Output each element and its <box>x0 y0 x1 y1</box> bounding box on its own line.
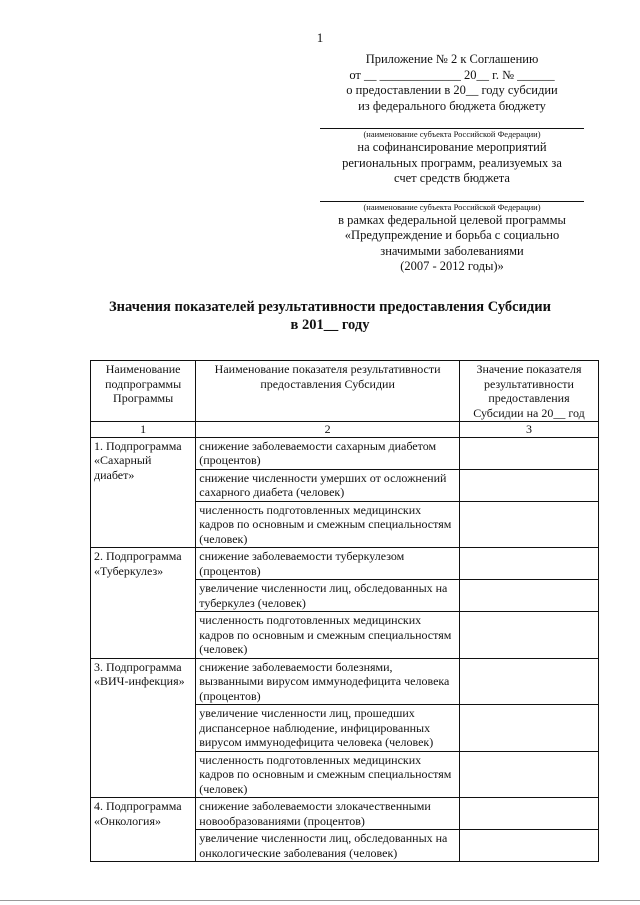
indicator-name: снижение заболеваемости сахарным диабетом (процентов) <box>196 437 460 469</box>
indicator-value <box>459 705 598 752</box>
indicator-value <box>459 580 598 612</box>
column-number: 3 <box>459 422 598 438</box>
page-number: 1 <box>316 30 324 45</box>
indicator-name: увеличение численности лиц, прошедших диспансерное наблюдение, инфицированных вирусом иммунодефицита человека (человек) <box>196 705 460 752</box>
indicator-name: увеличение численности лиц, обследованных на туберкулез (человек) <box>196 580 460 612</box>
header-cell: Наименование подпрограммы Программы <box>91 361 196 422</box>
appendix-line: (2007 - 2012 годы)» <box>400 259 504 273</box>
page-edge <box>0 900 640 901</box>
subprogram-name: 4. Подпрограмма «Онкология» <box>91 798 196 862</box>
indicator-name: снижение заболеваемости туберкулезом (процентов) <box>196 548 460 580</box>
subprogram-name: 1. Подпрограмма «Сахарный диабет» <box>91 437 196 548</box>
indicator-value <box>459 830 598 862</box>
indicator-value <box>459 437 598 469</box>
indicator-value <box>459 658 598 705</box>
appendix-header <box>318 52 586 275</box>
appendix-line: значимыми заболеваниями <box>380 243 524 258</box>
appendix-line: Приложение № 2 к Соглашению <box>365 52 539 66</box>
indicator-value <box>459 501 598 548</box>
indicator-value <box>459 798 598 830</box>
title-line: Значения показателей результативности предоставления Субсидии <box>109 299 551 315</box>
subprogram-name: 3. Подпрограмма «ВИЧ-инфекция» <box>91 658 196 798</box>
blank-line <box>320 187 584 202</box>
appendix-line: в рамках федеральной целевой программы <box>338 212 566 227</box>
indicator-value <box>459 548 598 580</box>
table-row <box>91 658 599 705</box>
appendix-line: из федерального бюджета бюджету <box>358 98 546 113</box>
appendix-line: «Предупреждение и борьба с социально <box>344 228 560 242</box>
column-number: 2 <box>196 422 460 438</box>
indicator-value <box>459 612 598 659</box>
header-cell: Значение показателя результативности предоставления Субсидии на 20__ год <box>459 361 598 422</box>
indicators-table <box>90 360 599 862</box>
header-cell: Наименование показателя результативности предоставления Субсидии <box>196 361 460 422</box>
subprogram-name: 2. Подпрограмма «Туберкулез» <box>91 548 196 659</box>
indicator-name: численность подготовленных медицинских кадров по основным и смежным специальностям (человек) <box>196 612 460 659</box>
field-caption: (наименование субъекта Российской Федерации) <box>363 201 541 212</box>
appendix-line: счет средств бюджета <box>394 171 510 185</box>
indicator-name: снижение заболеваемости злокачественными новообразованиями (процентов) <box>196 798 460 830</box>
field-caption: (наименование субъекта Российской Федерации) <box>363 129 541 139</box>
column-number-row <box>91 422 599 438</box>
indicator-name: снижение численности умерших от осложнений сахарного диабета (человек) <box>196 469 460 501</box>
table-row <box>91 798 599 830</box>
indicator-value <box>459 469 598 501</box>
indicator-name: численность подготовленных медицинских кадров по основным и смежным специальностям (человек) <box>196 751 460 798</box>
indicator-name: численность подготовленных медицинских кадров по основным и смежным специальностям (человек) <box>196 501 460 548</box>
indicator-value <box>459 751 598 798</box>
appendix-line: от __ _____________ 20__ г. № ______ <box>349 67 555 82</box>
document-title <box>60 298 600 334</box>
appendix-line: о предоставлении в 20__ году субсидии <box>346 83 558 97</box>
header-row <box>91 361 599 422</box>
column-number: 1 <box>91 422 196 438</box>
blank-line <box>320 114 584 129</box>
indicator-name: увеличение численности лиц, обследованных на онкологические заболевания (человек) <box>196 830 460 862</box>
indicator-name: снижение заболеваемости болезнями, вызванными вирусом иммунодефицита человека (процентов) <box>196 658 460 705</box>
appendix-line: на софинансирование мероприятий <box>357 140 547 154</box>
title-line: в 201__ году <box>290 317 370 333</box>
table-row <box>91 437 599 469</box>
table-row <box>91 548 599 580</box>
appendix-line: региональных программ, реализуемых за <box>342 155 562 170</box>
